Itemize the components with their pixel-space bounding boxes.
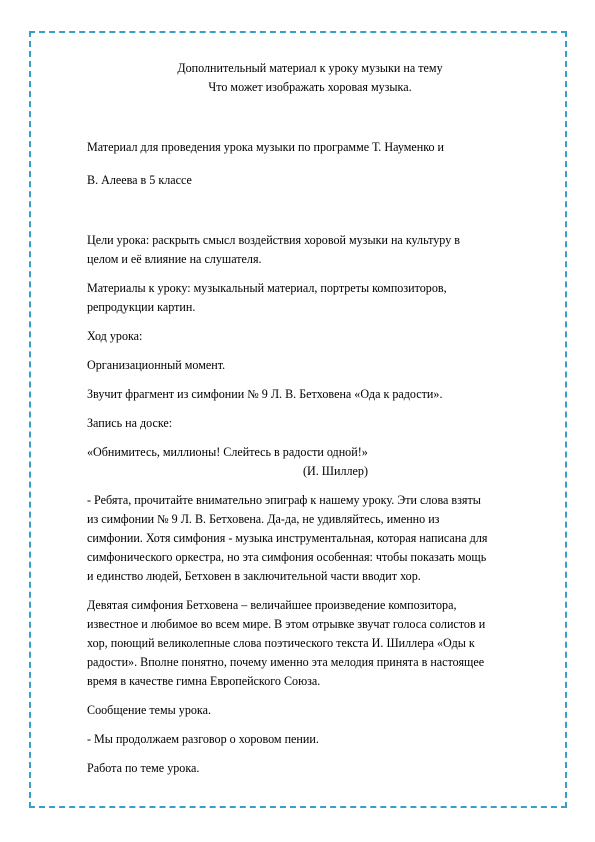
paragraph-line: и единство людей, Бетховен в заключительной части вводит хор. <box>87 569 421 583</box>
goals-line: Цели урока: раскрыть смысл воздействия хоровой музыки на культуру в <box>87 233 460 247</box>
sounds-line: Звучит фрагмент из симфонии № 9 Л. В. Бетховена «Ода к радости». <box>87 387 443 401</box>
paragraph-line: время в качестве гимна Европейского Союза. <box>87 674 321 688</box>
topic-message: Сообщение темы урока. <box>87 703 212 717</box>
document-body <box>87 59 533 778</box>
paragraph-line: известное и любимое во всем мире. В этом отрывке звучат голоса солистов и <box>87 617 486 631</box>
materials-block <box>87 279 533 317</box>
goals-block <box>87 231 533 269</box>
paragraph-2 <box>87 596 533 691</box>
epigraph-author: (И. Шиллер) <box>303 464 368 478</box>
work-line: Работа по теме урока. <box>87 761 200 775</box>
board-note: Запись на доске: <box>87 416 173 430</box>
org-moment: Организационный момент. <box>87 358 226 372</box>
paragraph-line: симфонического оркестра, но эта симфония особенная: чтобы показать мощь <box>87 550 487 564</box>
paragraph-line: Девятая симфония Бетховена – величайшее произведение композитора, <box>87 598 457 612</box>
paragraph-1 <box>87 491 533 586</box>
document-title: Дополнительный материал к уроку музыки на тему <box>177 61 443 75</box>
epigraph-block <box>87 443 533 481</box>
paragraph-line: радости». Вполне понятно, почему именно эта мелодия принята в настоящее <box>87 655 485 669</box>
lesson-course: Ход урока: <box>87 329 143 343</box>
goals-line: целом и её влияние на слушателя. <box>87 252 262 266</box>
intro-block <box>87 138 533 190</box>
lesson-topic: Что может изображать хоровая музыка. <box>208 80 412 94</box>
paragraph-line: хор, поющий великолепные слова поэтического текста И. Шиллера «Оды к <box>87 636 475 650</box>
continue-line: - Мы продолжаем разговор о хоровом пении. <box>87 732 319 746</box>
materials-line: репродукции картин. <box>87 300 196 314</box>
paragraph-line: - Ребята, прочитайте внимательно эпиграф к нашему уроку. Эти слова взяты <box>87 493 481 507</box>
materials-line: Материалы к уроку: музыкальный материал, портреты композиторов, <box>87 281 447 295</box>
epigraph-quote: «Обнимитесь, миллионы! Слейтесь в радости одной!» <box>87 445 368 459</box>
intro-line: В. Алеева в 5 классе <box>87 173 192 187</box>
paragraph-line: из симфонии № 9 Л. В. Бетховена. Да-да, не удивляйтесь, именно из <box>87 512 440 526</box>
intro-line: Материал для проведения урока музыки по программе Т. Науменко и <box>87 140 445 154</box>
paragraph-line: симфонии. Хотя симфония - музыка инструментальная, которая написана для <box>87 531 488 545</box>
